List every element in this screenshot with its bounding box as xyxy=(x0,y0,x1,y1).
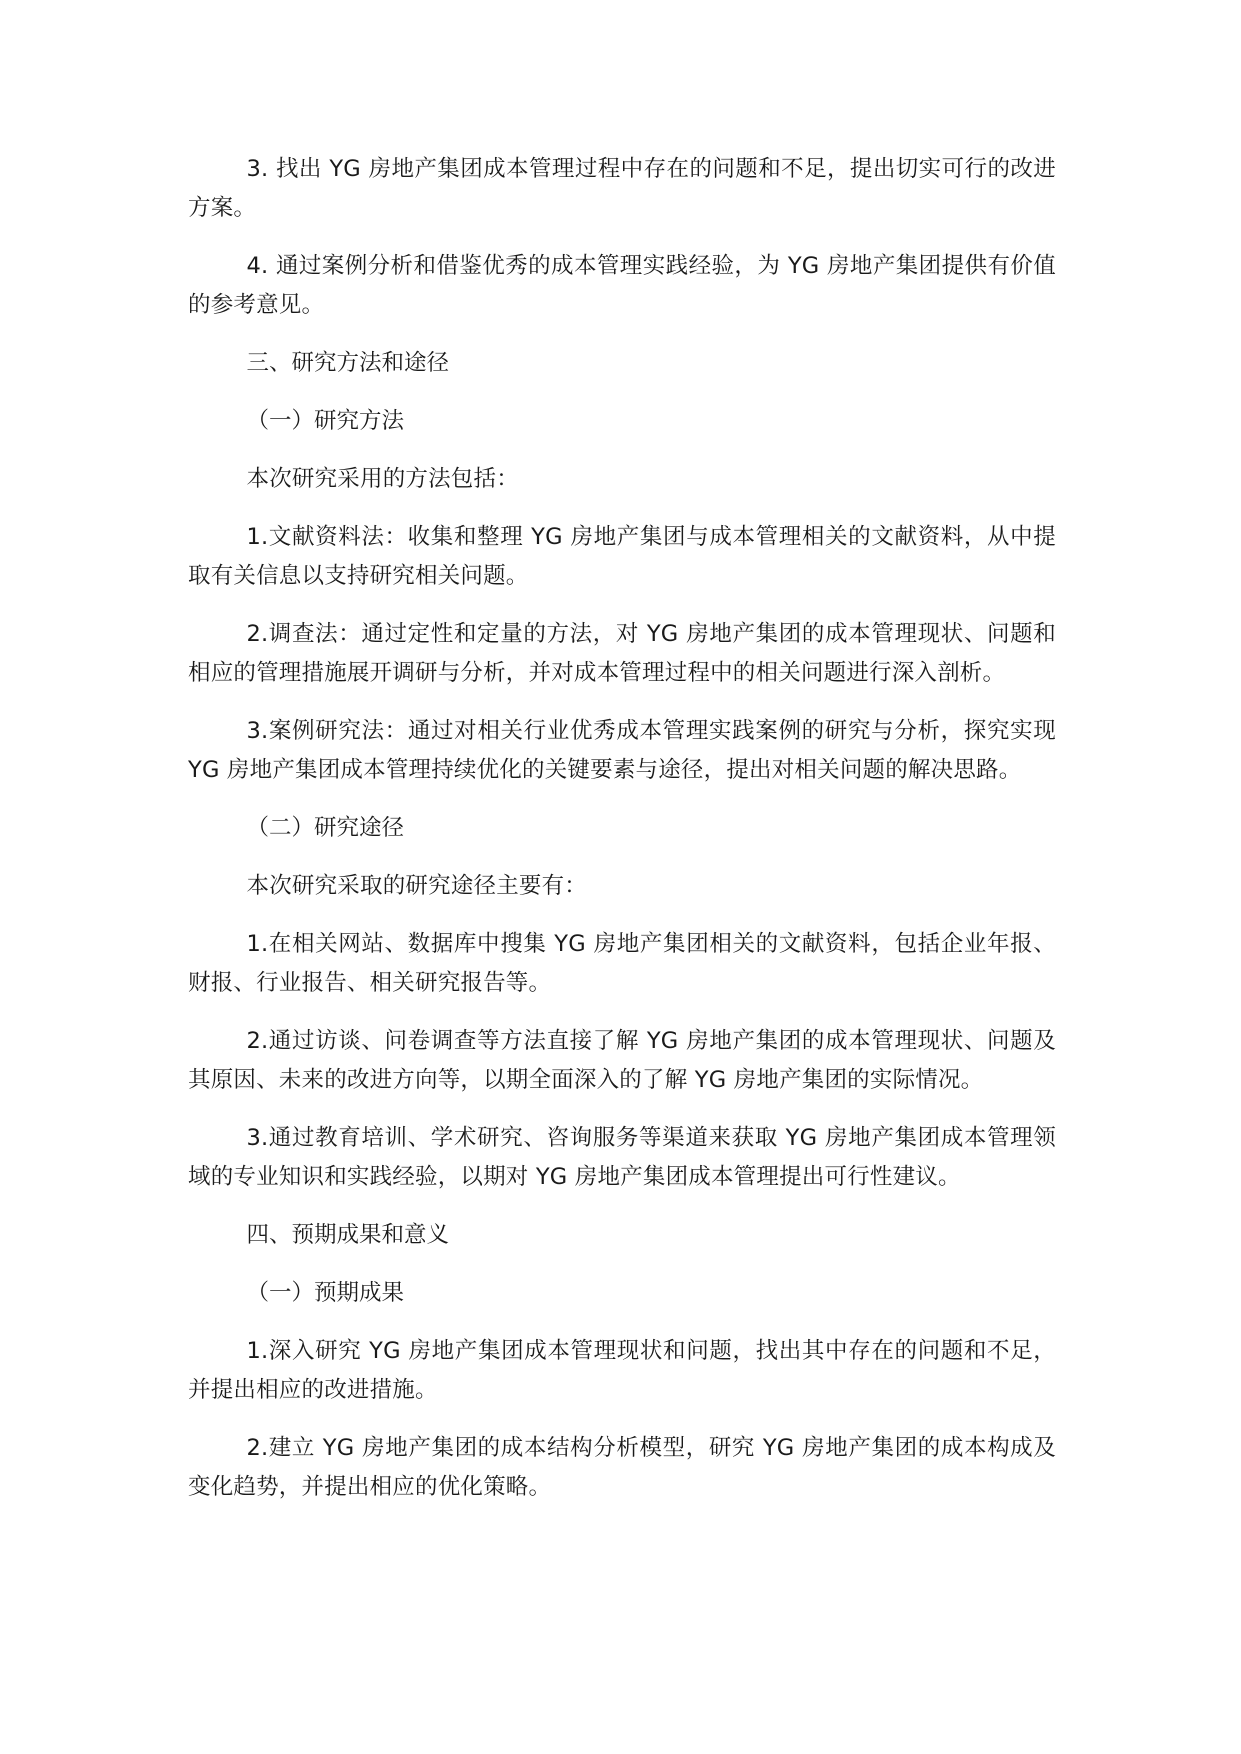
subsection-heading-expected-outcomes: （一）预期成果 xyxy=(246,1280,405,1306)
section-heading-outcomes: 四、预期成果和意义 xyxy=(246,1222,450,1248)
paragraph-objective-3: 3. 找出 YG 房地产集团成本管理过程中存在的问题和不足，提出切实可行的改进方案。 xyxy=(188,156,1056,221)
section-heading-methods: 三、研究方法和途径 xyxy=(246,350,450,376)
paragraph-method-case-study: 3.案例研究法：通过对相关行业优秀成本管理实践案例的研究与分析，探究实现 YG 房地产集团成本管理持续优化的关键要素与途径，提出对相关问题的解决思路。 xyxy=(188,718,1056,783)
paragraph-method-literature: 1.文献资料法：收集和整理 YG 房地产集团与成本管理相关的文献资料，从中提取有关信息以支持研究相关问题。 xyxy=(188,524,1056,589)
paragraph-outcome-1: 1.深入研究 YG 房地产集团成本管理现状和问题，找出其中存在的问题和不足，并提出相应的改进措施。 xyxy=(188,1338,1056,1403)
paragraph-methods-intro: 本次研究采用的方法包括： xyxy=(246,466,519,492)
paragraph-outcome-2: 2.建立 YG 房地产集团的成本结构分析模型，研究 YG 房地产集团的成本构成及变化趋势，并提出相应的优化策略。 xyxy=(188,1435,1056,1500)
subsection-heading-research-methods: （一）研究方法 xyxy=(246,408,405,434)
paragraph-objective-4: 4. 通过案例分析和借鉴优秀的成本管理实践经验，为 YG 房地产集团提供有价值的参考意见。 xyxy=(188,253,1056,318)
subsection-heading-research-approaches: （二）研究途径 xyxy=(246,815,405,841)
paragraph-approach-3: 3.通过教育培训、学术研究、咨询服务等渠道来获取 YG 房地产集团成本管理领域的专业知识和实践经验，以期对 YG 房地产集团成本管理提出可行性建议。 xyxy=(188,1125,1056,1190)
paragraph-approach-2: 2.通过访谈、问卷调查等方法直接了解 YG 房地产集团的成本管理现状、问题及其原因、未来的改进方向等，以期全面深入的了解 YG 房地产集团的实际情况。 xyxy=(188,1028,1056,1093)
paragraph-approaches-intro: 本次研究采取的研究途径主要有： xyxy=(246,873,588,899)
paragraph-method-survey: 2.调查法：通过定性和定量的方法，对 YG 房地产集团的成本管理现状、问题和相应的管理措施展开调研与分析，并对成本管理过程中的相关问题进行深入剖析。 xyxy=(188,621,1056,686)
paragraph-approach-1: 1.在相关网站、数据库中搜集 YG 房地产集团相关的文献资料，包括企业年报、财报、行业报告、相关研究报告等。 xyxy=(188,931,1056,996)
document-body xyxy=(188,150,1056,1526)
